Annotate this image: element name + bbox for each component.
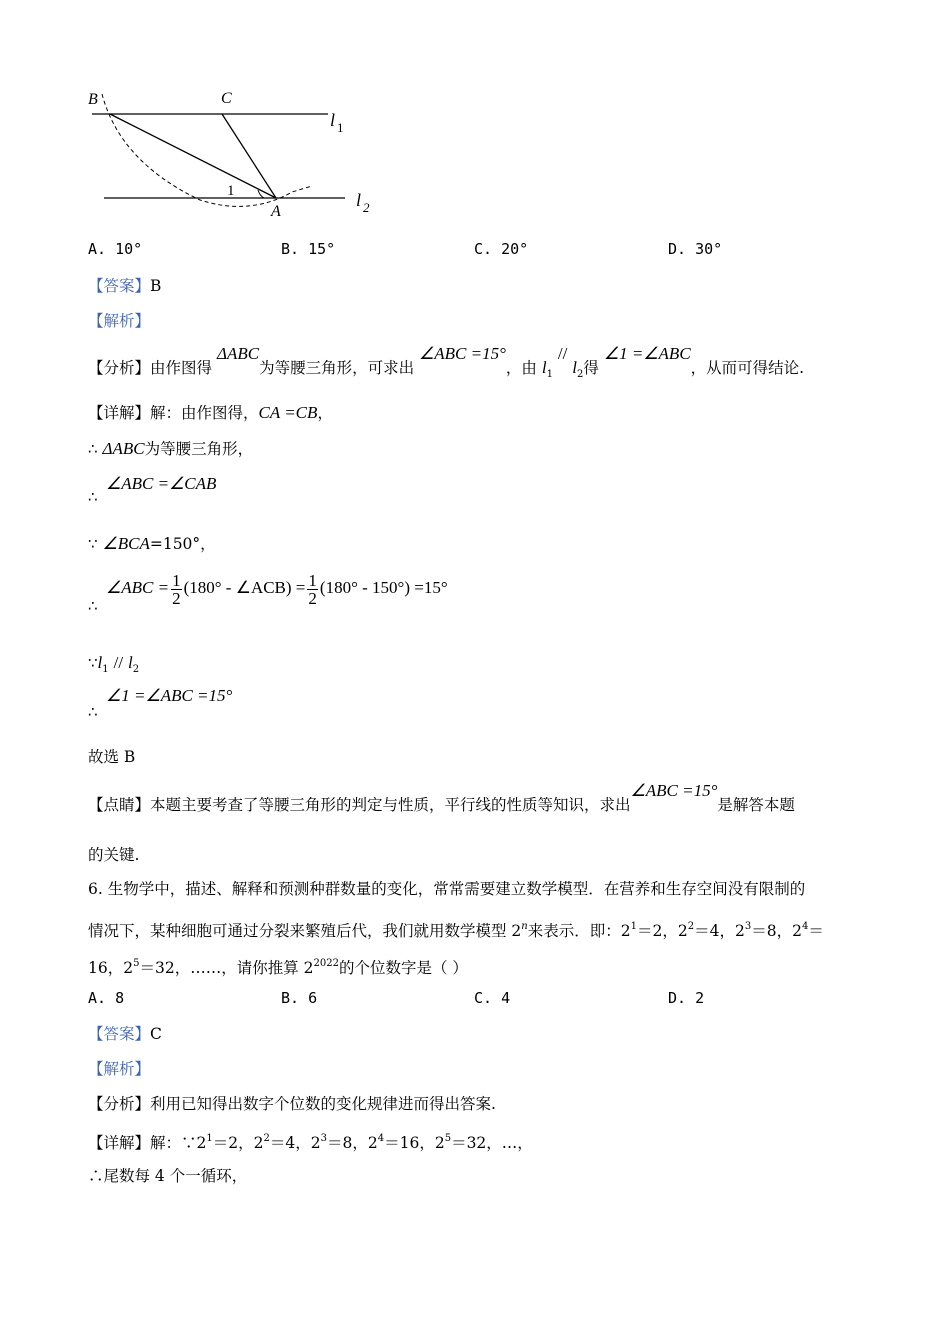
q5-line-equal-angles: ∠ABC =∠CAB [106, 474, 217, 493]
label-1: 1 [227, 183, 235, 199]
q5-option-b: B. 15° [281, 240, 336, 258]
segment-BA [110, 114, 276, 198]
q5-analysis-tag: 【解析】 [88, 312, 151, 330]
q6-option-b: B. 6 [281, 989, 318, 1007]
q6-fenxi: 【分析】利用已知得出数字个位数的变化规律进而得出答案. [88, 1095, 496, 1113]
label-C: C [221, 90, 232, 107]
q5-detail: 【详解】解：由作图得，CA =CB， [88, 403, 333, 422]
label-l2-sub: 2 [363, 200, 370, 215]
q6-option-a: A. 8 [88, 989, 125, 1007]
dashed-arc [102, 94, 312, 206]
label-l1: l [330, 110, 336, 130]
q5-line-parallel: $\because l_1 // l_2$ [88, 653, 140, 675]
geometry-figure [80, 82, 380, 222]
q5-fenxi: 【分析】由作图得 ΔABC为等腰三角形，可求出 ∠ABC =15°，由 $l_1 // l_2$得 ∠1 =∠ABC，从而可得结论. [88, 344, 805, 380]
q5-dianjing: 【点睛】本题主要考查了等腰三角形的判定与性质，平行线的性质等知识，求出∠ABC =15°是解答本题 [88, 781, 795, 814]
q5-line-compute: ∠ABC = $\frac{1}{2}$ (180° - ∠ACB) = $\frac{1}{2}$ (180° - 150°) =15° [106, 570, 448, 608]
q5-line-isosceles: ∴ ΔABC为等腰三角形， [88, 439, 254, 458]
q6-detail: 【详解】解：$\because 2^1=2$，$2^2=4$，$2^3=8$，$2^4=16$，$2^5=32$，…， [88, 1133, 533, 1152]
q5-line-result: ∠1 =∠ABC =15° [106, 686, 233, 705]
q5-dianjing-cont: 的关键. [88, 846, 140, 864]
therefore-symbol: ∴ [88, 488, 98, 506]
q5-conclusion: 故选 B [88, 748, 136, 766]
q6-analysis-tag: 【解析】 [88, 1060, 151, 1078]
q6-answer: 【答案】C [88, 1025, 162, 1043]
q5-option-d: D. 30° [668, 240, 723, 258]
label-l2: l [356, 190, 362, 210]
label-A: A [271, 203, 281, 220]
q6-option-c: C. 4 [474, 989, 511, 1007]
q5-line-bca: ∵ ∠BCA=150°， [88, 534, 216, 553]
q5-option-a: A. 10° [88, 240, 143, 258]
q6-last: ∴尾数每 4 个一循环， [88, 1167, 248, 1185]
q5-option-c: C. 20° [474, 240, 529, 258]
therefore-symbol: ∴ [88, 703, 98, 721]
q6-stem-line1: 6. 生物学中，描述、解释和预测种群数量的变化，常常需要建立数学模型．在营养和生存空间没有限制的 [88, 880, 806, 898]
therefore-symbol: ∴ [88, 597, 98, 615]
q6-option-d: D. 2 [668, 989, 705, 1007]
q6-stem-line2: 情况下，某种细胞可通过分裂来繁殖后代，我们就用数学模型 2$^n$来表示．即：$2^1=2$，$2^2=4$，$2^3=8$，$2^4=$ [88, 921, 824, 940]
q5-answer: 【答案】B [88, 277, 162, 295]
label-B: B [88, 91, 98, 108]
q6-stem-line3: 16，$2^5=32$，……，请你推算 $2^{2022}$的个位数字是（ ） [88, 958, 468, 977]
label-l1-sub: 1 [337, 120, 344, 135]
